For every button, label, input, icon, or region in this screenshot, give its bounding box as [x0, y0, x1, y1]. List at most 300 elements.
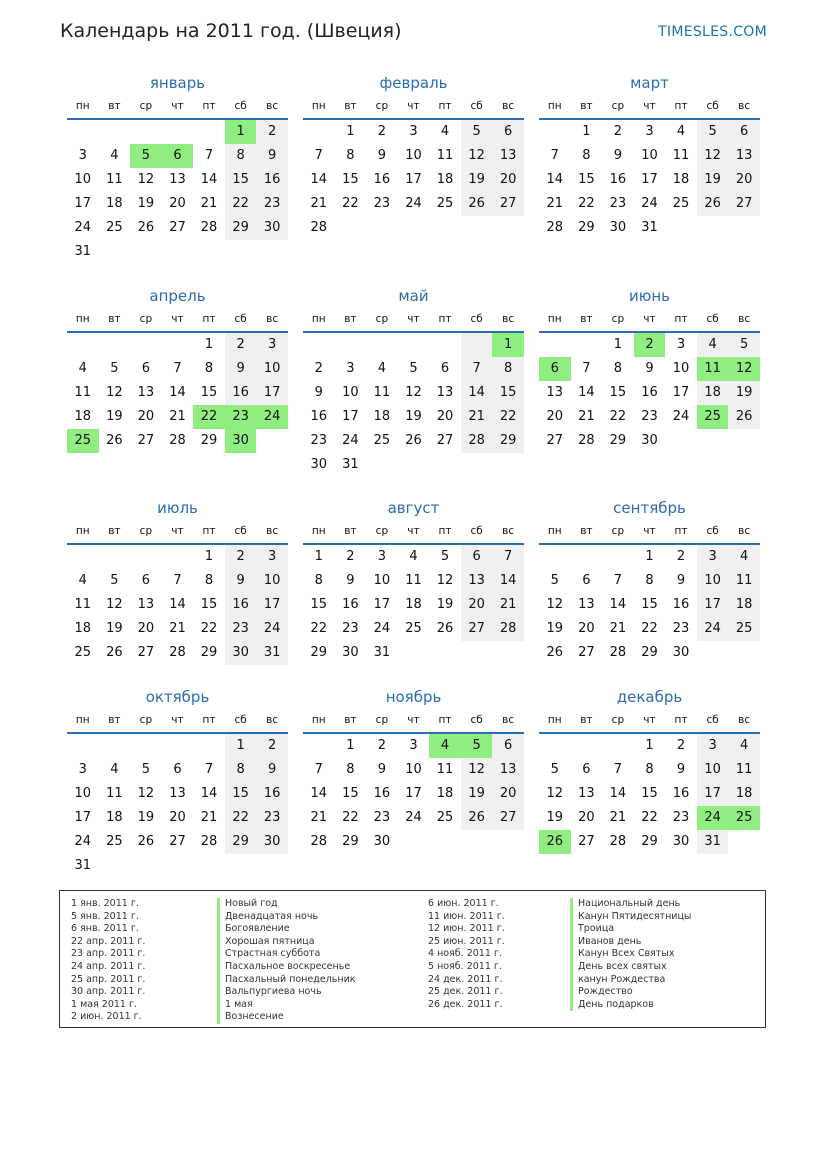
day-cell: 9: [225, 357, 257, 381]
weekday-label: вт: [108, 313, 121, 325]
day-cell: 1: [314, 549, 323, 564]
day-cell: 18: [405, 597, 422, 612]
day-cell: 17: [342, 409, 359, 424]
day-cell: 28: [200, 220, 218, 235]
day-cell: 16: [373, 172, 391, 187]
day-cell: 1: [645, 738, 654, 753]
weekday-label: сб: [706, 714, 719, 726]
day-cell: 24: [697, 806, 729, 830]
day-cell: 31: [256, 641, 288, 665]
weekday-label: пн: [547, 100, 562, 112]
day-cell: 7: [613, 762, 623, 777]
day-cell: 21: [200, 810, 218, 825]
blank-cell: [162, 120, 194, 144]
day-cell: 26: [436, 621, 454, 636]
blank-cell: [303, 333, 335, 357]
day-cell: 12: [697, 144, 729, 168]
month-8: [303, 497, 524, 665]
day-cell: 18: [436, 786, 454, 801]
day-cell: 6: [440, 361, 450, 376]
day-cell: 19: [405, 409, 422, 424]
month-6: [539, 285, 760, 453]
day-cell: 27: [436, 433, 454, 448]
weekday-label: пн: [547, 714, 562, 726]
legend-entry: Страстная суббота: [217, 948, 356, 961]
brand-link[interactable]: TIMESLES.COM: [658, 24, 767, 40]
day-cell: 19: [728, 381, 760, 405]
month-name: январь: [149, 74, 206, 92]
day-cell: 15: [200, 597, 218, 612]
day-cell: 4: [440, 124, 450, 139]
day-cell: 21: [169, 409, 186, 424]
day-cell: 15: [342, 786, 359, 801]
day-cell: 5: [550, 573, 559, 588]
day-cell: 6: [728, 120, 760, 144]
weekday-label: пт: [674, 525, 688, 537]
day-cell: 7: [582, 361, 591, 376]
blank-cell: [571, 734, 603, 758]
legend-entry: 30 апр. 2011 г.: [71, 986, 146, 998]
weekday-label: пн: [75, 100, 90, 112]
legend-entry: 24 апр. 2011 г.: [71, 960, 146, 972]
day-cell: 23: [373, 196, 391, 211]
month-7: [67, 497, 288, 665]
day-cell: 8: [314, 573, 323, 588]
weekday-label: пт: [202, 313, 216, 325]
day-cell: 4: [377, 361, 387, 376]
day-cell: 18: [672, 172, 690, 187]
day-cell: 6: [492, 734, 524, 758]
day-cell: 18: [728, 593, 760, 617]
day-cell: 12: [106, 385, 123, 400]
day-cell: 31: [641, 220, 658, 235]
weekday-label: вс: [738, 714, 751, 726]
weekday-label: вт: [580, 525, 593, 537]
blank-cell: [67, 120, 99, 144]
weekday-label: сб: [706, 100, 719, 112]
weekday-label: пт: [438, 525, 452, 537]
legend-entry: 6 июн. 2011 г.: [428, 898, 499, 909]
day-cell: 25: [697, 405, 729, 429]
blank-cell: [162, 545, 194, 569]
weekday-label: пт: [438, 714, 452, 726]
day-cell: 8: [225, 144, 257, 168]
legend-entry: День всех святых: [570, 961, 691, 974]
day-cell: 16: [609, 172, 627, 187]
weekday-label: ср: [375, 313, 389, 325]
day-cell: 9: [377, 148, 387, 163]
day-cell: 17: [256, 381, 288, 405]
legend-entry: Канун Всех Святых: [570, 948, 691, 961]
blank-cell: [398, 333, 430, 357]
day-cell: 27: [578, 645, 595, 660]
weekday-label: вт: [580, 100, 593, 112]
legend-entry: Вальпургиева ночь: [217, 986, 356, 999]
day-cell: 16: [225, 593, 257, 617]
blank-cell: [130, 545, 162, 569]
day-cell: 7: [314, 762, 323, 777]
day-cell: 25: [106, 834, 123, 849]
day-cell: 28: [578, 433, 595, 448]
day-cell: 14: [609, 597, 627, 612]
day-cell: 30: [609, 220, 627, 235]
legend-entry: 1 янв. 2011 г.: [71, 898, 139, 909]
legend-entry: канун Рождества: [570, 974, 691, 987]
day-cell: 1: [582, 124, 591, 139]
legend-entry: День подарков: [570, 999, 691, 1012]
day-cell: 19: [137, 810, 155, 825]
day-cell: 8: [645, 762, 654, 777]
day-cell: 9: [377, 762, 387, 777]
day-cell: 17: [405, 786, 422, 801]
day-cell: 11: [436, 148, 454, 163]
day-cell: 24: [405, 196, 422, 211]
day-cell: 1: [613, 337, 623, 352]
day-cell: 10: [342, 385, 359, 400]
day-cell: 2: [377, 738, 387, 753]
day-cell: 11: [728, 758, 760, 782]
day-cell: 29: [578, 220, 595, 235]
weekday-label: пн: [75, 525, 90, 537]
day-cell: 25: [728, 806, 760, 830]
day-cell: 12: [106, 597, 123, 612]
day-cell: 15: [225, 168, 257, 192]
day-cell: 22: [492, 405, 524, 429]
day-cell: 9: [346, 573, 355, 588]
blank-cell: [366, 333, 398, 357]
weekday-label: пт: [674, 714, 688, 726]
day-cell: 18: [106, 196, 123, 211]
day-cell: 21: [492, 593, 524, 617]
day-cell: 31: [342, 457, 359, 472]
legend-entry: Иванов день: [570, 936, 691, 949]
weekday-label: чт: [171, 313, 184, 325]
weekday-label: вс: [266, 313, 279, 325]
day-cell: 17: [256, 593, 288, 617]
day-cell: 14: [310, 172, 328, 187]
legend-entry: Двенадцатая ночь: [217, 911, 356, 924]
day-cell: 15: [641, 786, 658, 801]
legend-entry: Троица: [570, 923, 691, 936]
day-cell: 16: [310, 409, 328, 424]
day-cell: 22: [609, 409, 627, 424]
legend-entry: 25 дек. 2011 г.: [428, 986, 503, 998]
day-cell: 27: [461, 617, 493, 641]
blank-cell: [130, 120, 162, 144]
day-cell: 12: [461, 758, 493, 782]
blank-cell: [162, 333, 194, 357]
day-cell: 8: [645, 573, 654, 588]
weekday-label: вт: [344, 313, 357, 325]
day-cell: 23: [672, 810, 690, 825]
day-cell: 20: [578, 810, 595, 825]
day-cell: 29: [492, 429, 524, 453]
day-cell: 16: [256, 782, 288, 806]
day-cell: 7: [550, 148, 559, 163]
day-cell: 26: [546, 645, 564, 660]
day-cell: 11: [405, 573, 422, 588]
day-cell: 30: [256, 216, 288, 240]
day-cell: 9: [256, 758, 288, 782]
day-cell: 29: [342, 834, 359, 849]
day-cell: 23: [609, 196, 627, 211]
blank-cell: [193, 734, 225, 758]
day-cell: 14: [310, 786, 328, 801]
day-cell: 12: [137, 172, 155, 187]
day-cell: 22: [310, 621, 328, 636]
day-cell: 3: [409, 738, 418, 753]
day-cell: 17: [74, 196, 92, 211]
blank-cell: [67, 734, 99, 758]
day-cell: 3: [78, 148, 87, 163]
day-cell: 11: [106, 786, 123, 801]
day-cell: 16: [672, 597, 690, 612]
weekday-label: вс: [738, 525, 751, 537]
day-cell: 12: [728, 357, 760, 381]
day-cell: 9: [676, 573, 686, 588]
day-cell: 27: [137, 645, 155, 660]
day-cell: 11: [672, 148, 690, 163]
day-cell: 14: [609, 786, 627, 801]
day-cell: 24: [641, 196, 658, 211]
legend-entry: 22 апр. 2011 г.: [71, 935, 146, 947]
day-cell: 23: [225, 617, 257, 641]
day-cell: 8: [492, 357, 524, 381]
day-cell: 2: [256, 734, 288, 758]
day-cell: 11: [697, 357, 729, 381]
day-cell: 15: [578, 172, 595, 187]
day-cell: 12: [546, 786, 564, 801]
day-cell: 14: [578, 385, 595, 400]
day-cell: 29: [609, 433, 627, 448]
weekday-label: ср: [375, 100, 389, 112]
day-cell: 17: [697, 593, 729, 617]
blank-cell: [303, 120, 335, 144]
weekday-label: чт: [643, 525, 656, 537]
day-cell: 22: [578, 196, 595, 211]
legend-entry: 5 нояб. 2011 г.: [428, 960, 502, 972]
legend-dates-1: [71, 898, 145, 1024]
day-cell: 6: [173, 762, 182, 777]
day-cell: 3: [256, 333, 288, 357]
day-cell: 19: [461, 782, 493, 806]
day-cell: 10: [672, 361, 690, 376]
day-cell: 4: [78, 361, 87, 376]
day-cell: 28: [461, 429, 493, 453]
day-cell: 9: [613, 148, 623, 163]
blank-cell: [99, 333, 131, 357]
weekday-label: чт: [171, 525, 184, 537]
day-cell: 26: [137, 220, 155, 235]
day-cell: 22: [342, 810, 359, 825]
day-cell: 22: [641, 621, 658, 636]
day-cell: 4: [78, 573, 87, 588]
day-cell: 20: [546, 409, 564, 424]
day-cell: 8: [582, 148, 591, 163]
day-cell: 7: [492, 545, 524, 569]
weekday-label: сб: [470, 313, 483, 325]
day-cell: 30: [373, 834, 391, 849]
day-cell: 8: [346, 148, 355, 163]
day-cell: 10: [256, 569, 288, 593]
legend-entry: 6 янв. 2011 г.: [71, 923, 139, 935]
weekday-label: сб: [234, 313, 247, 325]
holiday-legend: [59, 890, 766, 1028]
day-cell: 10: [74, 786, 92, 801]
legend-entry: 2 июн. 2011 г.: [71, 1011, 142, 1023]
day-cell: 13: [436, 385, 454, 400]
day-cell: 26: [137, 834, 155, 849]
day-cell: 6: [141, 573, 151, 588]
day-cell: 24: [342, 433, 359, 448]
weekday-label: вс: [266, 100, 279, 112]
legend-entry: 23 апр. 2011 г.: [71, 948, 146, 960]
month-name: сентябрь: [613, 499, 686, 517]
day-cell: 18: [728, 782, 760, 806]
weekday-label: ср: [139, 525, 153, 537]
day-cell: 15: [225, 782, 257, 806]
day-cell: 18: [436, 172, 454, 187]
day-cell: 4: [728, 545, 760, 569]
day-cell: 22: [225, 806, 257, 830]
day-cell: 7: [204, 762, 214, 777]
weekday-label: пн: [547, 525, 562, 537]
day-cell: 27: [728, 192, 760, 216]
day-cell: 19: [546, 810, 564, 825]
day-cell: 23: [641, 409, 658, 424]
day-cell: 6: [582, 573, 591, 588]
weekday-label: ср: [375, 714, 389, 726]
month-12: [539, 686, 760, 854]
day-cell: 26: [405, 433, 422, 448]
day-cell: 1: [225, 120, 257, 144]
day-cell: 29: [200, 433, 218, 448]
day-cell: 20: [169, 196, 186, 211]
day-cell: 7: [314, 148, 323, 163]
day-cell: 16: [641, 385, 658, 400]
blank-cell: [602, 734, 634, 758]
day-cell: 5: [110, 573, 119, 588]
blank-cell: [429, 333, 461, 357]
blank-cell: [539, 545, 571, 569]
day-cell: 2: [256, 120, 288, 144]
weekday-label: пн: [311, 714, 326, 726]
month-name: октябрь: [145, 688, 210, 706]
day-cell: 7: [173, 573, 182, 588]
legend-entry: Хорошая пятница: [217, 936, 356, 949]
day-cell: 24: [74, 834, 92, 849]
weekday-label: пн: [311, 525, 326, 537]
day-cell: 30: [256, 830, 288, 854]
legend-entry: Рождество: [570, 986, 691, 999]
day-cell: 28: [200, 834, 218, 849]
day-cell: 5: [461, 120, 493, 144]
day-cell: 22: [342, 196, 359, 211]
day-cell: 3: [645, 124, 654, 139]
day-cell: 8: [204, 361, 214, 376]
month-4: [67, 285, 288, 453]
weekday-label: пт: [202, 100, 216, 112]
blank-cell: [99, 734, 131, 758]
day-cell: 13: [728, 144, 760, 168]
day-cell: 21: [578, 409, 595, 424]
blank-cell: [67, 333, 99, 357]
day-cell: 19: [106, 409, 123, 424]
legend-entry: 24 дек. 2011 г.: [428, 973, 503, 985]
day-cell: 15: [310, 597, 328, 612]
day-cell: 24: [405, 810, 422, 825]
day-cell: 1: [346, 738, 355, 753]
weekday-label: ср: [611, 525, 625, 537]
blank-cell: [130, 734, 162, 758]
day-cell: 29: [310, 645, 328, 660]
weekday-label: вт: [108, 525, 121, 537]
weekday-label: чт: [407, 100, 420, 112]
day-cell: 2: [314, 361, 323, 376]
month-1: [67, 72, 288, 264]
weekday-label: чт: [643, 714, 656, 726]
day-cell: 27: [492, 192, 524, 216]
weekday-label: пн: [547, 313, 562, 325]
day-cell: 10: [697, 569, 729, 593]
blank-cell: [303, 734, 335, 758]
day-cell: 22: [225, 192, 257, 216]
day-cell: 16: [373, 786, 391, 801]
day-cell: 2: [676, 549, 686, 564]
blank-cell: [571, 333, 603, 357]
day-cell: 3: [377, 549, 387, 564]
day-cell: 6: [492, 120, 524, 144]
day-cell: 16: [225, 381, 257, 405]
day-cell: 4: [676, 124, 686, 139]
day-cell: 13: [461, 569, 493, 593]
weekday-label: вс: [502, 313, 515, 325]
day-cell: 19: [697, 168, 729, 192]
day-cell: 21: [200, 196, 218, 211]
day-cell: 7: [173, 361, 182, 376]
blank-cell: [571, 545, 603, 569]
day-cell: 12: [461, 144, 493, 168]
day-cell: 25: [106, 220, 123, 235]
weekday-label: сб: [234, 714, 247, 726]
weekday-label: пт: [674, 100, 688, 112]
day-cell: 22: [641, 810, 658, 825]
day-cell: 22: [200, 621, 218, 636]
day-cell: 18: [74, 409, 92, 424]
legend-entry: Канун Пятидесятницы: [570, 911, 691, 924]
day-cell: 26: [697, 192, 729, 216]
legend-entry: 5 янв. 2011 г.: [71, 910, 139, 922]
day-cell: 9: [225, 569, 257, 593]
blank-cell: [335, 333, 367, 357]
day-cell: 10: [405, 762, 422, 777]
day-cell: 14: [200, 786, 218, 801]
weekday-label: ср: [611, 100, 625, 112]
month-name: ноябрь: [385, 688, 442, 706]
weekday-label: пт: [674, 313, 688, 325]
day-cell: 13: [578, 597, 595, 612]
day-cell: 1: [492, 333, 524, 357]
day-cell: 14: [200, 172, 218, 187]
day-cell: 28: [492, 617, 524, 641]
blank-cell: [99, 120, 131, 144]
day-cell: 30: [225, 641, 257, 665]
day-cell: 10: [405, 148, 422, 163]
day-cell: 19: [137, 196, 155, 211]
weekday-label: сб: [470, 525, 483, 537]
day-cell: 11: [728, 569, 760, 593]
weekday-label: сб: [470, 100, 483, 112]
